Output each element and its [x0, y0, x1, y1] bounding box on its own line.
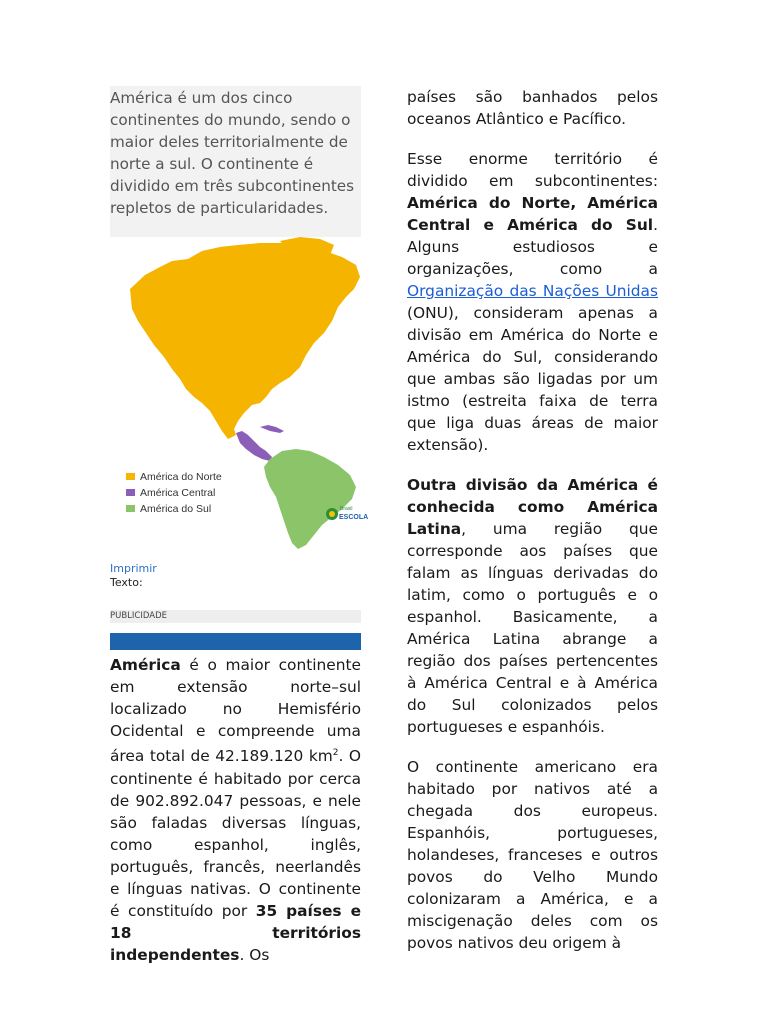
legend-label-central: América Central — [140, 487, 216, 500]
legend-swatch-central — [126, 489, 135, 496]
p2-text-c: (ONU), consideram apenas a divisão em América do Norte e América do Sul, considerando que ambas são ligadas por um istmo (estreita faixa de terra que liga duas áreas de maior extensão). — [407, 304, 658, 454]
publicidade-label: PUBLICIDADE — [110, 610, 361, 623]
logo-top-text: Brasil — [340, 506, 353, 513]
america-map — [110, 237, 369, 552]
right-paragraph-1: países são banhados pelos oceanos Atlântico e Pacífico. — [407, 88, 658, 128]
texto-label: Texto: — [110, 576, 143, 590]
p3-bold: Outra divisão da América é conhecida como América Latina — [407, 476, 658, 538]
main-bold-america: América — [110, 656, 181, 675]
main-bold-countries: 35 países e 18 territórios independentes — [110, 901, 362, 964]
caribbean-shape — [260, 425, 284, 433]
onu-link[interactable]: Organização das Nações Unidas — [407, 282, 658, 300]
main-sup: 2 — [332, 748, 339, 759]
legend-swatch-south — [126, 505, 135, 512]
legend-swatch-north — [126, 473, 135, 480]
america-map-svg — [110, 237, 369, 552]
right-column — [407, 86, 658, 972]
north-america-shape — [130, 243, 360, 439]
p2-text-a: Esse enorme território é dividido em subcontinentes: — [407, 150, 658, 190]
legend-label-south: América do Sul — [140, 503, 212, 516]
print-link[interactable]: Imprimir — [110, 562, 157, 576]
main-text-c: . Os — [239, 945, 270, 964]
p3-text: , uma região que corresponde aos países que falam as línguas derivadas do latim, como o português e o espanhol. Basicamente, a América Latina abrange a região dos países pertencentes à América Central e à América do Sul colonizados pelos portugueses e espanhóis. — [407, 520, 658, 736]
right-paragraph-4: O continente americano era habitado por nativos até a chegada dos europeus. Espanhóis, portugueses, holandeses, franceses e outros povos do Velho Mundo colonizaram a América, e a miscigenação deles com os povos nativos deu origem à — [407, 758, 658, 952]
main-text-a: é o maior continente em extensão norte–sul localizado no Hemisfério Ocidental e compreende uma área total de 42.189.120 km — [110, 656, 361, 766]
right-paragraph-3 — [407, 474, 658, 738]
intro-box — [110, 86, 361, 237]
right-paragraph-2 — [407, 148, 658, 456]
main-text-b: . O continente é habitado por cerca de 902.892.047 pessoas, e nele são faladas diversas línguas, como espanhol, inglês, português, francês, neerlandês e línguas nativas. O continente é constituído por — [110, 747, 361, 920]
main-paragraph — [110, 654, 361, 965]
intro-text: América é um dos cinco continentes do mundo, sendo o maior deles territorialmente de norte a sul. O continente é dividido em três subcontinentes repletos de particularidades. — [110, 89, 355, 217]
legend-label-north: América do Norte — [140, 471, 222, 484]
p2-text-b: . Alguns estudiosos e organizações, como a — [407, 216, 658, 278]
p2-bold: América do Norte, América Central e América do Sul — [407, 194, 658, 234]
brasil-escola-logo — [326, 506, 368, 521]
central-america-shape — [236, 431, 272, 461]
south-america-shape — [264, 449, 356, 549]
left-column — [110, 86, 369, 966]
logo-bottom-text: ESCOLA — [339, 514, 369, 522]
ad-banner[interactable] — [110, 633, 361, 650]
